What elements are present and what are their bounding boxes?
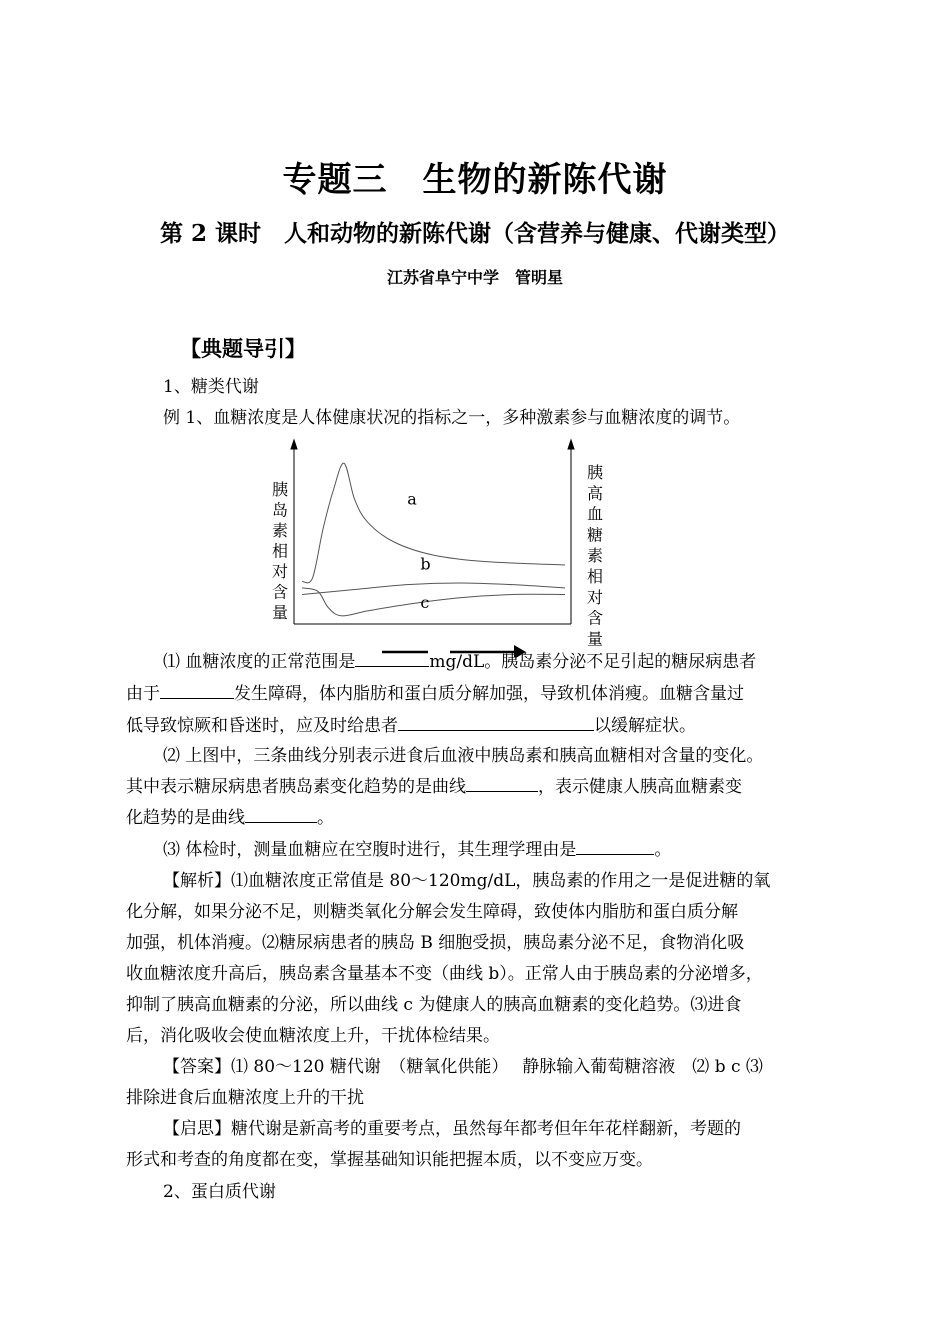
axis-label-char: 素 (272, 521, 289, 540)
blank-fasting-reason[interactable] (576, 835, 654, 855)
axis-label-char: 量 (587, 629, 604, 649)
curve-label-a: a (407, 489, 417, 509)
axis-label-char: 对 (272, 562, 289, 581)
analysis-line: 收血糖浓度升高后，胰岛素含量基本不变（曲线 b）。正常人由于胰岛素的分泌增多， (126, 964, 763, 984)
q1-line-2: 由于 发生障碍，体内脂肪和蛋白质分解加强，导致机体消瘦。血糖含量过 (126, 679, 831, 709)
analysis-line: 抑制了胰高血糖素的分泌，所以曲线 c 为健康人的胰高血糖素的变化趋势。⑶进食 (126, 995, 742, 1015)
left-axis-label (272, 480, 288, 622)
blank-treatment[interactable] (398, 711, 594, 731)
axis-label-char: 含 (272, 582, 289, 602)
series-layer (302, 463, 565, 616)
insight-line: 形式和考查的角度都在变，掌握基础知识能把握本质，以不变应万变。 (126, 1150, 653, 1170)
right-axis-label (587, 463, 603, 648)
axis-label-char: 胰 (587, 463, 604, 482)
q2-line-3: 化趋势的是曲线 。 (126, 803, 831, 833)
analysis-line: 加强，机体消瘦。⑵糖尿病患者的胰岛 B 细胞受损，胰岛素分泌不足，食物消化吸 (126, 933, 745, 953)
axis-label-char: 糖 (587, 525, 604, 545)
q3-line-1: ⑶ 体检时，测量血糖应在空腹时进行，其生理学理由是 。 (163, 835, 831, 865)
curve-a (302, 463, 565, 583)
curve-b (302, 583, 565, 594)
blank-curve-healthy[interactable] (245, 803, 317, 823)
axis-label-char: 素 (587, 546, 604, 566)
axis-label-char: 量 (272, 603, 289, 622)
page-title: 专题三 生物的新陈代谢 (282, 160, 668, 200)
hormone-chart (260, 432, 620, 657)
curve-label-c: c (420, 592, 430, 612)
axis-label-char: 岛 (272, 500, 289, 520)
example-text: 例 1、血糖浓度是人体健康状况的指标之一，多种激素参与血糖浓度的调节。 (163, 408, 741, 428)
author-line: 江苏省阜宁中学 管明星 (386, 268, 563, 287)
blank-normal-range[interactable] (355, 647, 429, 667)
analysis-line: 化分解，如果分泌不足，则糖类氧化分解会发生障碍，致使体内脂肪和蛋白质分解 (126, 902, 738, 922)
q1-line-3: 低导致惊厥和昏迷时，应及时给患者 以缓解症状。 (126, 711, 831, 741)
axis-label-char: 含 (587, 608, 604, 628)
q2-line-2: 其中表示糖尿病患者胰岛素变化趋势的是曲线 ，表示健康人胰高血糖素变 (126, 772, 831, 802)
right-axis-arrow (568, 440, 574, 449)
q1-line-1: ⑴ 血糖浓度的正常范围是 mg/dL。胰岛素分泌不足引起的糖尿病患者 (163, 647, 831, 677)
axis-label-char: 相 (272, 541, 289, 561)
blank-curve-patient[interactable] (466, 772, 538, 792)
answer-line: 【答案】⑴ 80～120 糖代谢 （糖氧化供能） 静脉输入葡萄糖溶液 ⑵ b c ⑶ (163, 1057, 763, 1077)
curve-label-b: b (420, 554, 431, 574)
axis-label-char: 高 (587, 483, 604, 503)
insight-line: 【启思】糖代谢是新高考的重要考点，虽然每年都考但年年花样翻新，考题的 (163, 1119, 741, 1139)
answer-line: 排除进食后血糖浓度上升的干扰 (126, 1088, 364, 1108)
lesson-subtitle: 第 2 课时 人和动物的新陈代谢（含营养与健康、代谢类型） (159, 220, 791, 247)
section-title: 【典题导引】 (180, 336, 306, 361)
axis-label-char: 血 (587, 504, 604, 524)
axis-label-char: 对 (587, 587, 604, 607)
part1-heading: 1、糖类代谢 (163, 377, 259, 397)
axis-label-char: 相 (587, 567, 604, 586)
analysis-line: 【解析】⑴血糖浓度正常值是 80～120mg/dL，胰岛素的作用之一是促进糖的氧 (163, 871, 771, 891)
curve-c (302, 588, 565, 616)
q2-line-1: ⑵ 上图中，三条曲线分别表示进食后血液中胰岛素和胰高血糖相对含量的变化。 (163, 746, 764, 766)
axis-label-char: 胰 (272, 480, 289, 499)
left-axis-arrow (291, 440, 297, 449)
blank-metabolism[interactable] (160, 679, 234, 699)
part2-heading: 2、蛋白质代谢 (163, 1182, 276, 1202)
analysis-line: 后，消化吸收会使血糖浓度上升，干扰体检结果。 (126, 1026, 500, 1046)
